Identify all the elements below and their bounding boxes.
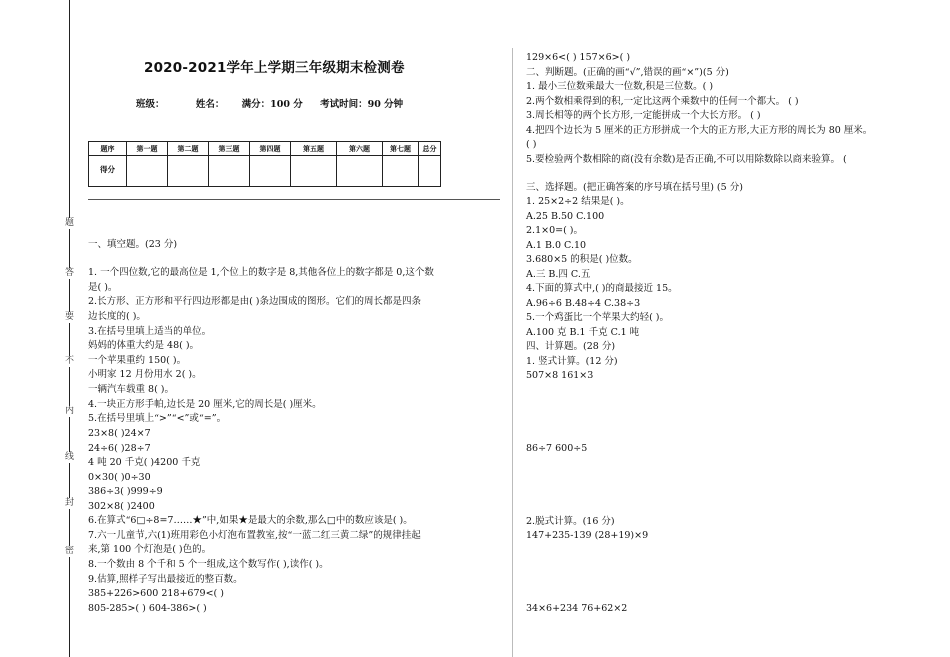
left-line: 妈妈的体重大约是 48( )。 bbox=[88, 340, 200, 351]
right-line: 1. 最小三位数乘最大一位数,积是三位数。( ) bbox=[526, 81, 714, 92]
binding-margin bbox=[60, 0, 80, 657]
score-cell[interactable] bbox=[337, 156, 383, 187]
right-line: 4.把四个边长为 5 厘米的正方形拼成一个大的正方形,大正方形的周长为 80 厘米。 bbox=[526, 125, 873, 136]
right-line: A.1 B.0 C.10 bbox=[526, 240, 587, 251]
score-cell[interactable] bbox=[209, 156, 250, 187]
binding-mark: 封 bbox=[64, 498, 74, 508]
right-line: 147+235-139 (28+19)×9 bbox=[526, 530, 649, 541]
right-line: 34×6+234 76+62×2 bbox=[526, 603, 628, 614]
left-line: 9.估算,照样子写出最接近的整百数。 bbox=[88, 574, 243, 585]
left-line: 23×8( )24×7 bbox=[88, 428, 151, 439]
right-line: 三、选择题。(把正确答案的序号填在括号里) (5 分) bbox=[526, 182, 743, 193]
right-line: 3.680×5 的积是( )位数。 bbox=[526, 254, 638, 265]
binding-mark: 不 bbox=[64, 356, 74, 366]
score-cell[interactable] bbox=[419, 156, 441, 187]
score-header: 第四题 bbox=[250, 142, 291, 156]
left-line: 7.六一儿童节,六(1)班用彩色小灯泡布置教室,按“一蓝二红三黄二绿”的规律挂起 bbox=[88, 530, 421, 541]
exam-title: 2020-2021学年上学期三年级期末检测卷 bbox=[144, 60, 405, 76]
score-header: 第三题 bbox=[209, 142, 250, 156]
score-table bbox=[88, 141, 441, 187]
left-line: 4.一块正方形手帕,边长是 20 厘米,它的周长是( )厘米。 bbox=[88, 399, 322, 410]
score-header: 第七题 bbox=[383, 142, 419, 156]
left-line: 24÷6( )28÷7 bbox=[88, 443, 151, 454]
left-column bbox=[88, 0, 500, 657]
binding-mark: 线 bbox=[64, 452, 74, 462]
score-header: 总分 bbox=[419, 142, 441, 156]
score-header: 第二题 bbox=[168, 142, 209, 156]
right-line: 5.一个鸡蛋比一个苹果大约轻( )。 bbox=[526, 312, 669, 323]
score-header: 第一题 bbox=[127, 142, 168, 156]
right-line: 5.要检验两个数相除的商(没有余数)是否正确,不可以用除数除以商来验算。 ( bbox=[526, 154, 847, 165]
score-cell[interactable] bbox=[168, 156, 209, 187]
left-line: 8.一个数由 8 个千和 5 个一组成,这个数写作( ),读作( )。 bbox=[88, 559, 329, 570]
score-cell[interactable] bbox=[127, 156, 168, 187]
column-divider bbox=[512, 48, 513, 657]
full-score: 满分：100 分 bbox=[241, 99, 303, 110]
left-line: 一、填空题。(23 分) bbox=[88, 239, 178, 250]
left-line: 386÷3( )999÷9 bbox=[88, 486, 163, 497]
name-label: 姓名： bbox=[195, 99, 225, 110]
left-line: 是( )。 bbox=[88, 282, 118, 293]
binding-mark: 要 bbox=[64, 312, 74, 322]
score-cell[interactable] bbox=[383, 156, 419, 187]
right-line: A.三 B.四 C.五 bbox=[526, 269, 591, 280]
left-line: 1. 一个四位数,它的最高位是 1,个位上的数字是 8,其他各位上的数字都是 0,这个数 bbox=[88, 267, 434, 278]
right-line: 3.周长相等的两个长方形,一定能拼成一个大长方形。 ( ) bbox=[526, 110, 761, 121]
right-line: 507×8 161×3 bbox=[526, 370, 594, 381]
left-line: 来,第 100 个灯泡是( )色的。 bbox=[88, 544, 212, 555]
right-line: ( ) bbox=[526, 139, 537, 150]
right-line: 2.脱式计算。(16 分) bbox=[526, 516, 615, 527]
left-line: 385+226>600 218+679<( ) bbox=[88, 588, 224, 599]
left-line: 4 吨 20 千克( )4200 千克 bbox=[88, 457, 201, 468]
class-label: 班级： bbox=[136, 99, 165, 110]
right-line: 四、计算题。(28 分) bbox=[526, 341, 616, 352]
left-line: 一个苹果重约 150( )。 bbox=[88, 355, 187, 366]
right-line: 1. 25×2÷2 结果是( )。 bbox=[526, 196, 630, 207]
left-line: 805-285>( ) 604-386>( ) bbox=[88, 603, 207, 614]
right-line: A.100 克 B.1 千克 C.1 吨 bbox=[526, 327, 640, 338]
right-line: A.96÷6 B.48÷4 C.38÷3 bbox=[526, 298, 641, 309]
binding-mark: 内 bbox=[64, 406, 74, 416]
right-line: 2.1×0=( )。 bbox=[526, 225, 584, 236]
score-header: 题序 bbox=[89, 142, 127, 156]
left-line: 6.在算式“6□÷8=7……★”中,如果★是最大的余数,那么□中的数应该是( )。 bbox=[88, 515, 413, 526]
right-line: 4.下面的算式中,( )的商最接近 15。 bbox=[526, 283, 678, 294]
left-line: 边长度的( )。 bbox=[88, 311, 146, 322]
left-line: 3.在括号里填上适当的单位。 bbox=[88, 326, 212, 337]
score-header: 第六题 bbox=[337, 142, 383, 156]
right-column bbox=[526, 0, 946, 657]
binding-mark: 密 bbox=[64, 546, 74, 556]
exam-info bbox=[136, 96, 417, 110]
binding-mark: 题 bbox=[64, 218, 74, 228]
score-row-label: 得分 bbox=[89, 156, 127, 187]
left-line: 5.在括号里填上“>”“<”或“=”。 bbox=[88, 413, 227, 424]
score-header: 第五题 bbox=[291, 142, 337, 156]
right-line: 二、判断题。(正确的画“√”,错误的画“×”)(5 分) bbox=[526, 67, 729, 78]
left-line: 302×8( )2400 bbox=[88, 501, 155, 512]
score-cell[interactable] bbox=[291, 156, 337, 187]
binding-mark: 答 bbox=[64, 268, 74, 278]
right-line: 1. 竖式计算。(12 分) bbox=[526, 356, 618, 367]
exam-time: 考试时间：90 分钟 bbox=[320, 99, 404, 110]
score-cell[interactable] bbox=[250, 156, 291, 187]
left-line: 一辆汽车载重 8( )。 bbox=[88, 384, 174, 395]
left-line: 0×30( )0÷30 bbox=[88, 472, 151, 483]
right-line: 129×6<( ) 157×6>( ) bbox=[526, 52, 631, 63]
left-line: 小明家 12 月份用水 2( )。 bbox=[88, 369, 202, 380]
right-line: A.25 B.50 C.100 bbox=[526, 211, 605, 222]
right-line: 86÷7 600÷5 bbox=[526, 443, 588, 454]
left-line: 2.长方形、正方形和平行四边形都是由( )条边围成的图形。它们的周长都是四条 bbox=[88, 296, 421, 307]
binding-line bbox=[69, 0, 70, 657]
right-line: 2.两个数相乘得到的积,一定比这两个乘数中的任何一个都大。 ( ) bbox=[526, 96, 799, 107]
section-rule bbox=[88, 199, 500, 200]
